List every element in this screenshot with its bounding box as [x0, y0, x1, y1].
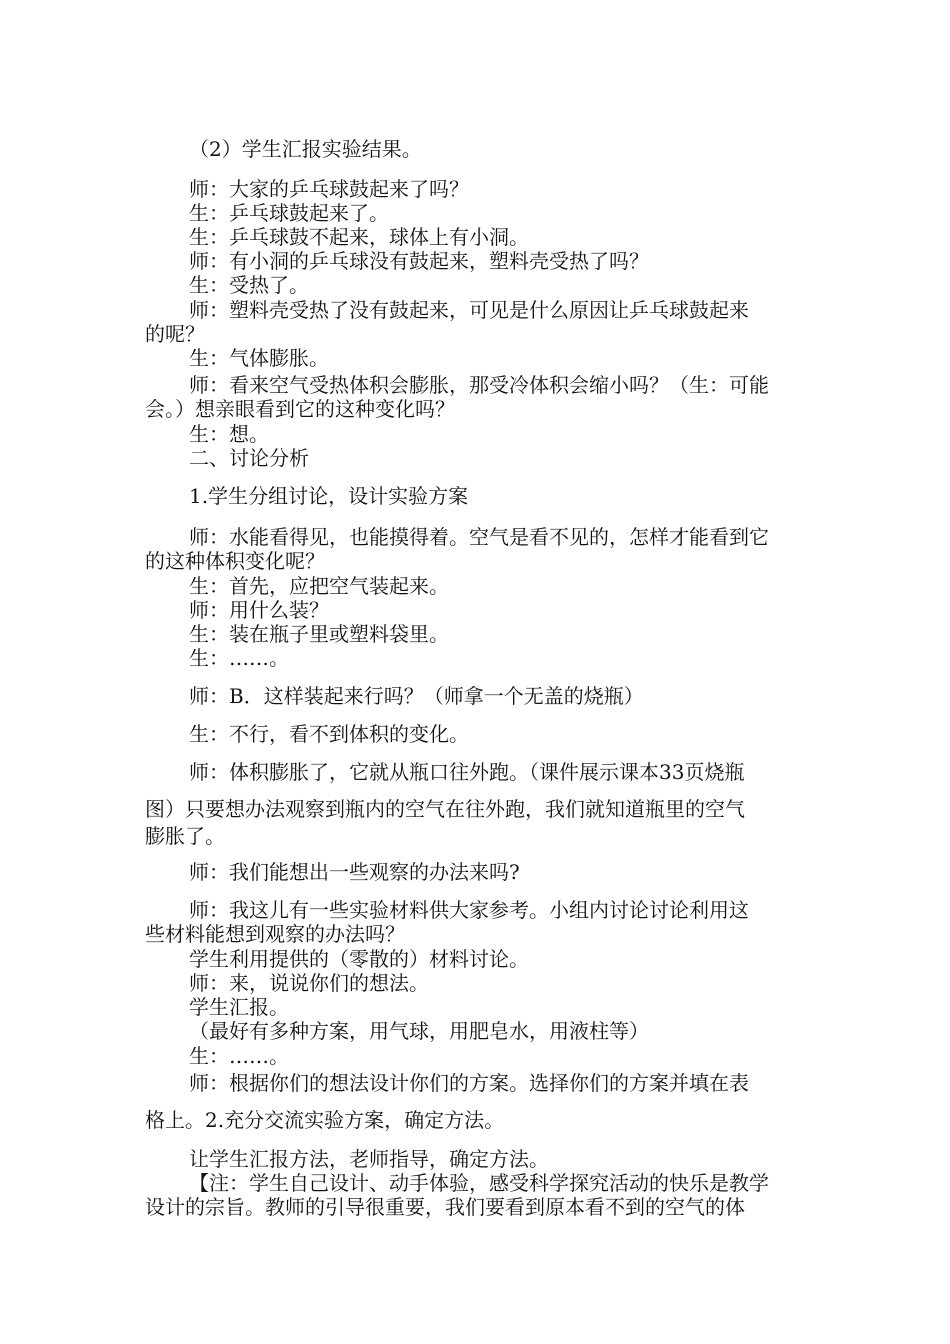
paragraph: 师：B．这样装起来行吗？（师拿一个无盖的烧瓶）: [189, 684, 644, 708]
paragraph: 师：体积膨胀了，它就从瓶口往外跑。（课件展示课本33页烧瓶: [189, 760, 745, 784]
paragraph: 师：有小洞的乒乓球没有鼓起来，塑料壳受热了吗？: [189, 249, 649, 273]
paragraph: 学生汇报。: [189, 995, 289, 1019]
section-heading: 二、讨论分析: [189, 446, 309, 470]
paragraph: 生：装在瓶子里或塑料袋里。: [189, 622, 449, 646]
paragraph: 生：乒乓球鼓起来了。: [189, 201, 389, 225]
paragraph: 膨胀了。: [145, 824, 225, 848]
paragraph: 生：不行，看不到体积的变化。: [189, 722, 469, 746]
paragraph: 师：用什么装？: [189, 598, 329, 622]
paragraph: （最好有多种方案，用气球，用肥皂水，用液柱等）: [189, 1019, 649, 1043]
paragraph: 师：水能看得见，也能摸得着。空气是看不见的，怎样才能看到它: [189, 525, 769, 549]
subsection-heading: 1.学生分组讨论，设计实验方案: [189, 484, 469, 508]
paragraph: （2）学生汇报实验结果。: [189, 137, 422, 161]
note-paragraph: 设计的宗旨。教师的引导很重要，我们要看到原本看不到的空气的体: [145, 1195, 745, 1219]
paragraph: 格上。2.充分交流实验方案，确定方法。: [145, 1108, 505, 1132]
paragraph: 生：想。: [189, 422, 269, 446]
paragraph: 师：我这儿有一些实验材料供大家参考。小组内讨论讨论利用这: [189, 898, 749, 922]
paragraph: 师：塑料壳受热了没有鼓起来，可见是什么原因让乒乓球鼓起来: [189, 298, 749, 322]
paragraph: 会。）想亲眼看到它的这种变化吗？: [145, 397, 455, 421]
paragraph: 生：……。: [189, 646, 289, 670]
paragraph: 些材料能想到观察的办法吗？: [145, 922, 405, 946]
paragraph: 生：气体膨胀。: [189, 346, 329, 370]
paragraph: 生：受热了。: [189, 273, 309, 297]
paragraph: 让学生汇报方法，老师指导，确定方法。: [189, 1147, 549, 1171]
paragraph: 师：我们能想出一些观察的办法来吗?: [189, 860, 520, 884]
paragraph: 学生利用提供的（零散的）材料讨论。: [189, 947, 529, 971]
paragraph: 的这种体积变化呢？: [145, 549, 325, 573]
paragraph: 的呢？: [145, 322, 205, 346]
paragraph: 图）只要想办法观察到瓶内的空气在往外跑，我们就知道瓶里的空气: [145, 797, 745, 821]
paragraph: 生：……。: [189, 1044, 289, 1068]
paragraph: 生：首先，应把空气装起来。: [189, 574, 449, 598]
paragraph: 师：看来空气受热体积会膨胀，那受冷体积会缩小吗？（生：可能: [189, 373, 769, 397]
paragraph: 师：大家的乒乓球鼓起来了吗？: [189, 177, 469, 201]
note-paragraph: 【注：学生自己设计、动手体验，感受科学探究活动的快乐是教学: [189, 1171, 769, 1195]
paragraph: 师：来，说说你们的想法。: [189, 971, 429, 995]
paragraph: 师：根据你们的想法设计你们的方案。选择你们的方案并填在表: [189, 1071, 749, 1095]
paragraph: 生：乒乓球鼓不起来，球体上有小洞。: [189, 225, 529, 249]
